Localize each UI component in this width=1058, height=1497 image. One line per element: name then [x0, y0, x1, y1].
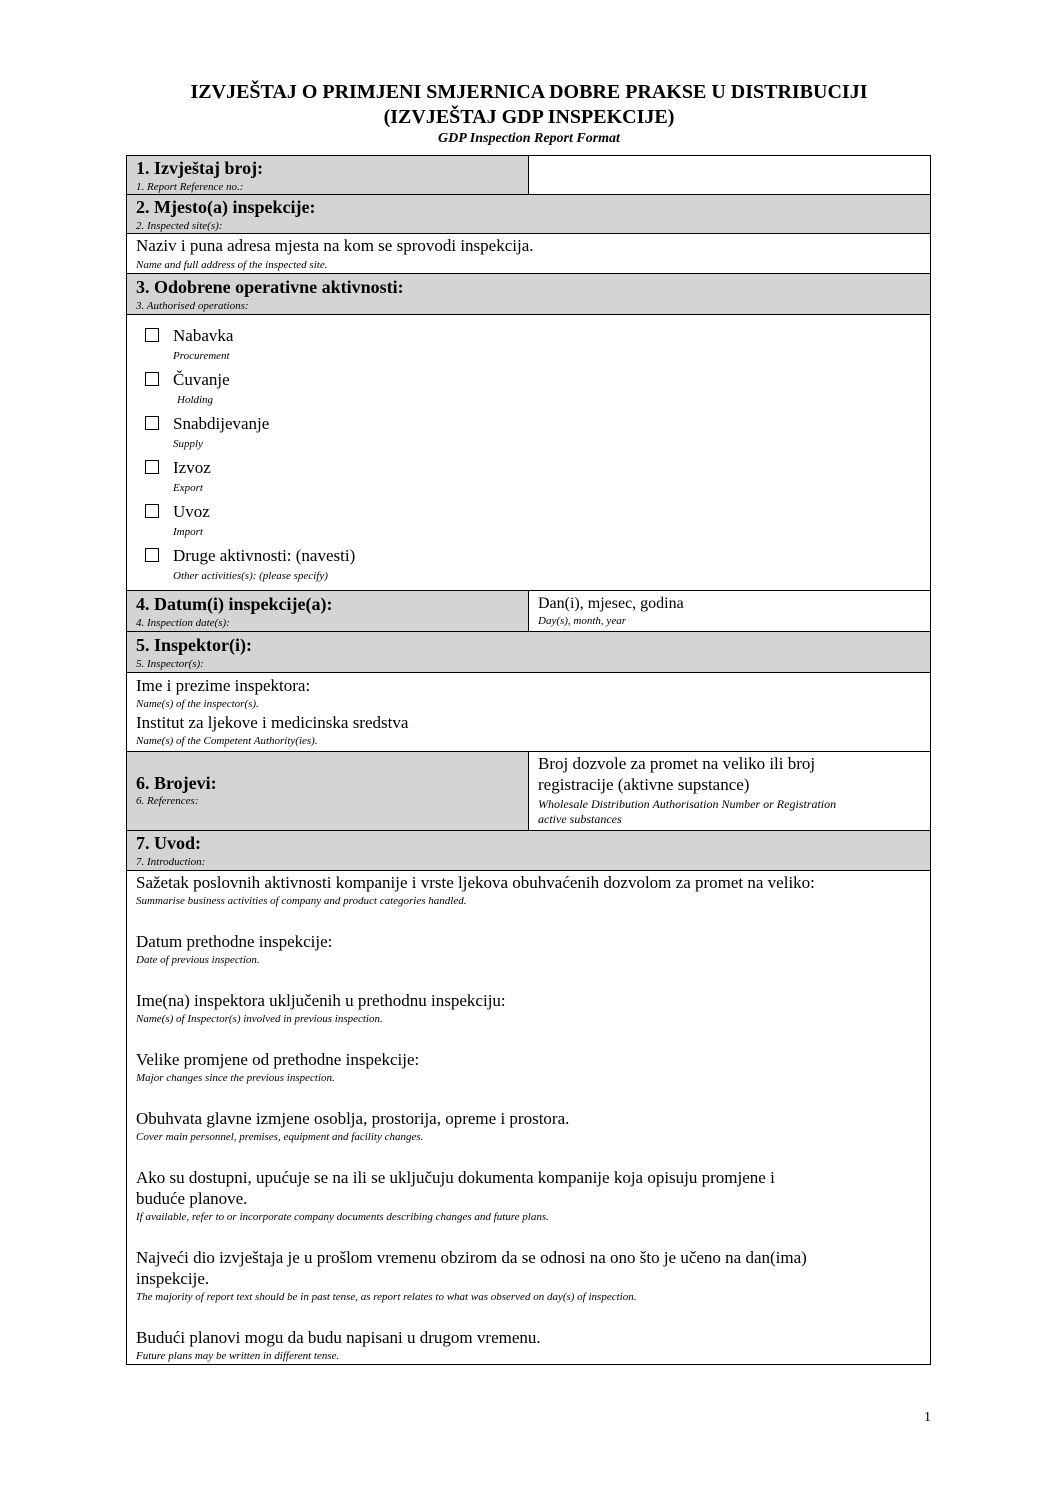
authorised-operations-list	[127, 315, 930, 591]
inspection-dates-hint: Dan(i), mjesec, godina	[538, 595, 684, 612]
section-5-header	[127, 632, 930, 673]
competent-authority-label-en: Name(s) of the Competent Authority(ies).	[136, 735, 318, 747]
intro-previous-date: Datum prethodne inspekcije:	[136, 932, 333, 951]
inspected-site-label-en: Name and full address of the inspected site.	[136, 259, 328, 271]
checkbox-export[interactable]	[145, 460, 159, 474]
references-hint-line1: Broj dozvole za promet na veliko ili broj	[538, 754, 816, 773]
section-1-title: 1. Izvještaj broj:	[136, 158, 264, 178]
inspected-site-field[interactable]	[127, 234, 930, 274]
competent-authority-name: Institut za ljekove i medicinska sredstva	[136, 713, 409, 732]
intro-previous-inspectors: Ime(na) inspektora uključenih u prethodnu inspekciju:	[136, 991, 506, 1010]
inspection-report-form	[126, 155, 931, 1365]
intro-business-summary: Sažetak poslovnih aktivnosti kompanije i vrste ljekova obuhvaćenih dozvolom za promet na veliko:	[136, 873, 815, 892]
section-1-subtitle: 1. Report Reference no.:	[136, 181, 244, 193]
intro-major-changes-en: Major changes since the previous inspection.	[136, 1072, 335, 1084]
section-6-row	[127, 752, 930, 831]
inspected-site-label: Naziv i puna adresa mjesta na kom se sprovodi inspekcija.	[136, 236, 534, 255]
checkbox-holding[interactable]	[145, 372, 159, 386]
intro-previous-inspectors-en: Name(s) of Inspector(s) involved in previous inspection.	[136, 1013, 383, 1025]
section-3-title: 3. Odobrene operativne aktivnosti:	[136, 277, 404, 297]
section-3-header	[127, 274, 930, 315]
intro-company-documents-line1: Ako su dostupni, upućuje se na ili se uključuju dokumenta kompanije koja opisuju promjene i	[136, 1168, 775, 1187]
section-6-title: 6. Brojevi:	[136, 773, 217, 793]
intro-company-documents-line2: buduće planove.	[136, 1189, 248, 1208]
intro-major-changes: Velike promjene od prethodne inspekcije:	[136, 1050, 420, 1069]
references-hint-en-line2: active substances	[538, 812, 622, 826]
section-1-row	[127, 156, 930, 195]
option-label-en: Import	[173, 526, 203, 538]
section-7-header	[127, 831, 930, 871]
section-2-subtitle: 2. Inspected site(s):	[136, 220, 223, 232]
document-subtitle: GDP Inspection Report Format	[438, 131, 620, 146]
section-7-subtitle: 7. Introduction:	[136, 856, 206, 868]
document-title: IZVJEŠTAJ O PRIMJENI SMJERNICA DOBRE PRAKSE U DISTRIBUCIJI	[190, 81, 868, 103]
section-2-title: 2. Mjesto(a) inspekcije:	[136, 197, 316, 217]
intro-personnel-changes-en: Cover main personnel, premises, equipment and facility changes.	[136, 1131, 424, 1143]
intro-future-plans-en: Future plans may be written in different tense.	[136, 1350, 340, 1362]
section-5-title: 5. Inspektor(i):	[136, 635, 252, 655]
inspection-dates-hint-en: Day(s), month, year	[538, 615, 626, 627]
intro-past-tense-line1: Najveći dio izvještaja je u prošlom vremenu obzirom da se odnosi na ono što je učeno na dan(ima)	[136, 1248, 807, 1267]
intro-business-summary-en: Summarise business activities of company and product categories handled.	[136, 895, 467, 907]
option-label: Druge aktivnosti: (navesti)	[173, 546, 356, 565]
option-label: Uvoz	[173, 502, 210, 521]
intro-personnel-changes: Obuhvata glavne izmjene osoblja, prostorija, opreme i prostora.	[136, 1109, 570, 1128]
section-4-title: 4. Datum(i) inspekcije(a):	[136, 594, 333, 614]
option-label: Nabavka	[173, 326, 234, 345]
checkbox-procurement[interactable]	[145, 328, 159, 342]
page-number: 1	[924, 1410, 931, 1425]
report-number-field[interactable]	[529, 156, 930, 194]
references-hint-line2: registracije (aktivne supstance)	[538, 775, 750, 794]
option-label: Čuvanje	[173, 370, 230, 389]
intro-past-tense-en: The majority of report text should be in past tense, as report relates to what was observed on day(s) of inspection.	[136, 1291, 637, 1303]
option-label-en: Supply	[173, 438, 203, 450]
option-label: Izvoz	[173, 458, 211, 477]
section-1-label-cell	[127, 156, 529, 194]
inspector-name-label: Ime i prezime inspektora:	[136, 676, 311, 695]
section-5-subtitle: 5. Inspector(s):	[136, 658, 204, 670]
section-4-row	[127, 591, 930, 632]
section-4-subtitle: 4. Inspection date(s):	[136, 617, 230, 629]
inspector-name-label-en: Name(s) of the inspector(s).	[136, 698, 259, 710]
option-label-en: Holding	[177, 394, 214, 406]
option-label-en: Export	[173, 482, 203, 494]
section-6-label-cell	[127, 752, 529, 830]
intro-future-plans: Budući planovi mogu da budu napisani u drugom vremenu.	[136, 1328, 541, 1347]
option-label: Snabdijevanje	[173, 414, 270, 433]
checkbox-supply[interactable]	[145, 416, 159, 430]
section-3-subtitle: 3. Authorised operations:	[136, 300, 249, 312]
references-hint-en-line1: Wholesale Distribution Authorisation Number or Registration	[538, 797, 837, 811]
introduction-field[interactable]	[127, 871, 930, 1364]
section-4-label-cell	[127, 591, 529, 631]
intro-previous-date-en: Date of previous inspection.	[136, 954, 260, 966]
section-6-subtitle: 6. References:	[136, 795, 199, 807]
section-7-title: 7. Uvod:	[136, 833, 202, 853]
option-label-en: Procurement	[173, 350, 230, 362]
inspection-dates-field[interactable]	[529, 591, 930, 631]
section-2-header	[127, 195, 930, 234]
intro-company-documents-en: If available, refer to or incorporate company documents describing changes and future plans.	[136, 1211, 549, 1223]
intro-past-tense-line2: inspekcije.	[136, 1269, 210, 1288]
document-title-secondary: (IZVJEŠTAJ GDP INSPEKCIJE)	[383, 106, 675, 128]
references-field[interactable]	[529, 752, 930, 830]
option-label-en: Other activities(s): (please specify)	[173, 570, 328, 582]
checkbox-import[interactable]	[145, 504, 159, 518]
checkbox-other-activities[interactable]	[145, 548, 159, 562]
inspectors-field[interactable]	[127, 673, 930, 752]
